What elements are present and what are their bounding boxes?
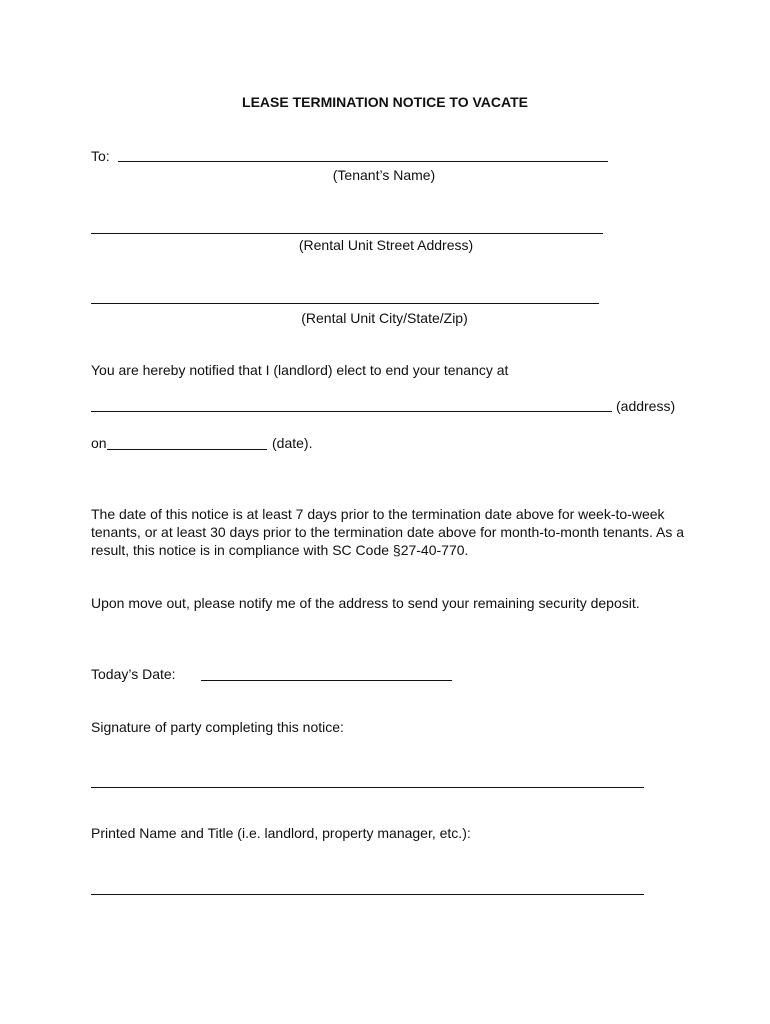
compliance-paragraph: The date of this notice is at least 7 days prior to the termination date above for week-to-week tenants, or at least 30 days prior to the termination date above for month-to-month tenants. As a result, this notice is in compliance with SC Code §27-40-770. <box>91 506 685 558</box>
todays-date-label: Today’s Date: <box>91 666 176 682</box>
date-suffix: (date). <box>272 435 313 451</box>
deposit-paragraph: Upon move out, please notify me of the address to send your remaining security deposit. <box>91 595 640 611</box>
tenant-name-caption: (Tenant’s Name) <box>332 167 436 183</box>
address-suffix: (address) <box>616 398 676 414</box>
printed-name-label: Printed Name and Title (i.e. landlord, property manager, etc.): <box>91 825 471 841</box>
termination-address-line[interactable] <box>91 411 612 412</box>
on-label: on <box>91 435 107 451</box>
termination-date-line[interactable] <box>107 449 267 450</box>
signature-label: Signature of party completing this notice: <box>91 719 344 735</box>
printed-name-line[interactable] <box>91 894 644 895</box>
to-label: To: <box>91 148 110 164</box>
street-address-caption: (Rental Unit Street Address) <box>298 237 474 253</box>
notice-intro-text: You are hereby notified that I (landlord) elect to end your tenancy at <box>91 362 509 378</box>
city-state-zip-line[interactable] <box>91 303 599 304</box>
signature-line[interactable] <box>91 787 644 788</box>
street-address-line[interactable] <box>91 233 603 234</box>
todays-date-line[interactable] <box>201 680 452 681</box>
city-state-zip-caption: (Rental Unit City/State/Zip) <box>301 310 468 326</box>
tenant-name-line[interactable] <box>118 161 608 162</box>
document-title: LEASE TERMINATION NOTICE TO VACATE <box>242 94 528 110</box>
